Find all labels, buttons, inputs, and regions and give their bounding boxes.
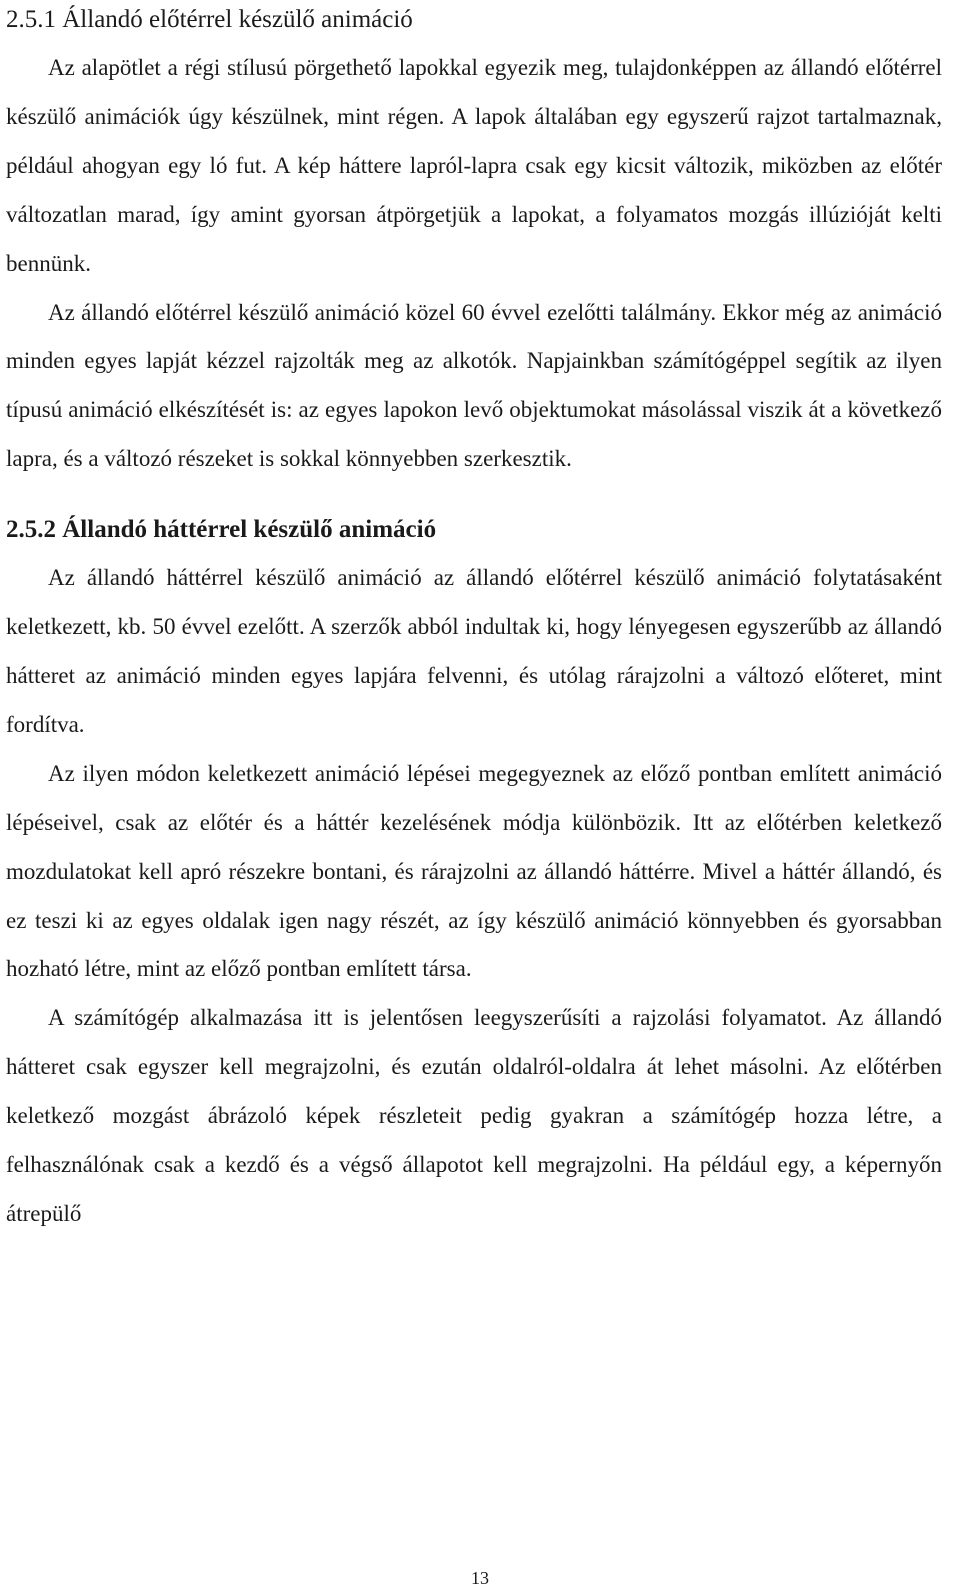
paragraph: A számítógép alkalmazása itt is jelentősen leegyszerűsíti a rajzolási folyamatot. Az állandó hátteret csak egyszer kell megrajzolni, és ezután oldalról-oldalra át lehet másolni. Az előtérben keletkező mozgást ábrázoló képek részleteit pedig gyakran a számítógép hozza létre, a felhasználónak csak a kezdő és a végső állapotot kell megrajzolni. Ha például egy, a képernyőn átrepülő <box>6 1005 942 1226</box>
document-page <box>6 0 942 1239</box>
section-heading-2-5-1: 2.5.1 Állandó előtérrel készülő animáció <box>6 6 413 33</box>
paragraph: Az ilyen módon keletkezett animáció lépései megegyeznek az előző pontban említett animáció lépéseivel, csak az előtér és a háttér kezelésének módja különbözik. Itt az előtérben keletkező mozdulatokat kell apró részekre bontani, és rárajzolni az állandó háttérre. Mivel a háttér állandó, és ez teszi ki az egyes oldalak igen nagy részét, az így készülő animáció könnyebben és gyorsabban hozható létre, mint az előző pontban említett társa. <box>6 760 942 982</box>
paragraph: Az állandó háttérrel készülő animáció az állandó előtérrel készülő animáció folytatásaként keletkezett, kb. 50 évvel ezelőtt. A szerzők abból indultak ki, hogy lényegesen egyszerűbb az állandó hátteret az animáció minden egyes lapjára felvenni, és utólag rárajzolni a változó előteret, mint fordítva. <box>6 565 942 737</box>
paragraph: Az alapötlet a régi stílusú pörgethető lapokkal egyezik meg, tulajdonképpen az állandó előtérrel készülő animációk úgy készülnek, mint régen. A lapok általában egy egyszerű rajzot tartalmaznak, például ahogyan egy ló fut. A kép háttere lapról-lapra csak egy kicsit változik, miközben az előtér változatlan marad, így amint gyorsan átpörgetjük a lapokat, a folyamatos mozgás illúzióját kelti bennünk. <box>6 55 942 276</box>
paragraph: Az állandó előtérrel készülő animáció közel 60 évvel ezelőtti találmány. Ekkor még az animáció minden egyes lapját kézzel rajzolták meg az alkotók. Napjainkban számítógéppel segítik az ilyen típusú animáció elkészítését is: az egyes lapokon levő objektumokat másolással viszik át a következő lapra, és a változó részeket is sokkal könnyebben szerkesztik. <box>6 299 942 472</box>
section-heading-2-5-2: 2.5.2 Állandó háttérrel készülő animáció <box>6 516 437 544</box>
page-number: 13 <box>471 1568 489 1588</box>
